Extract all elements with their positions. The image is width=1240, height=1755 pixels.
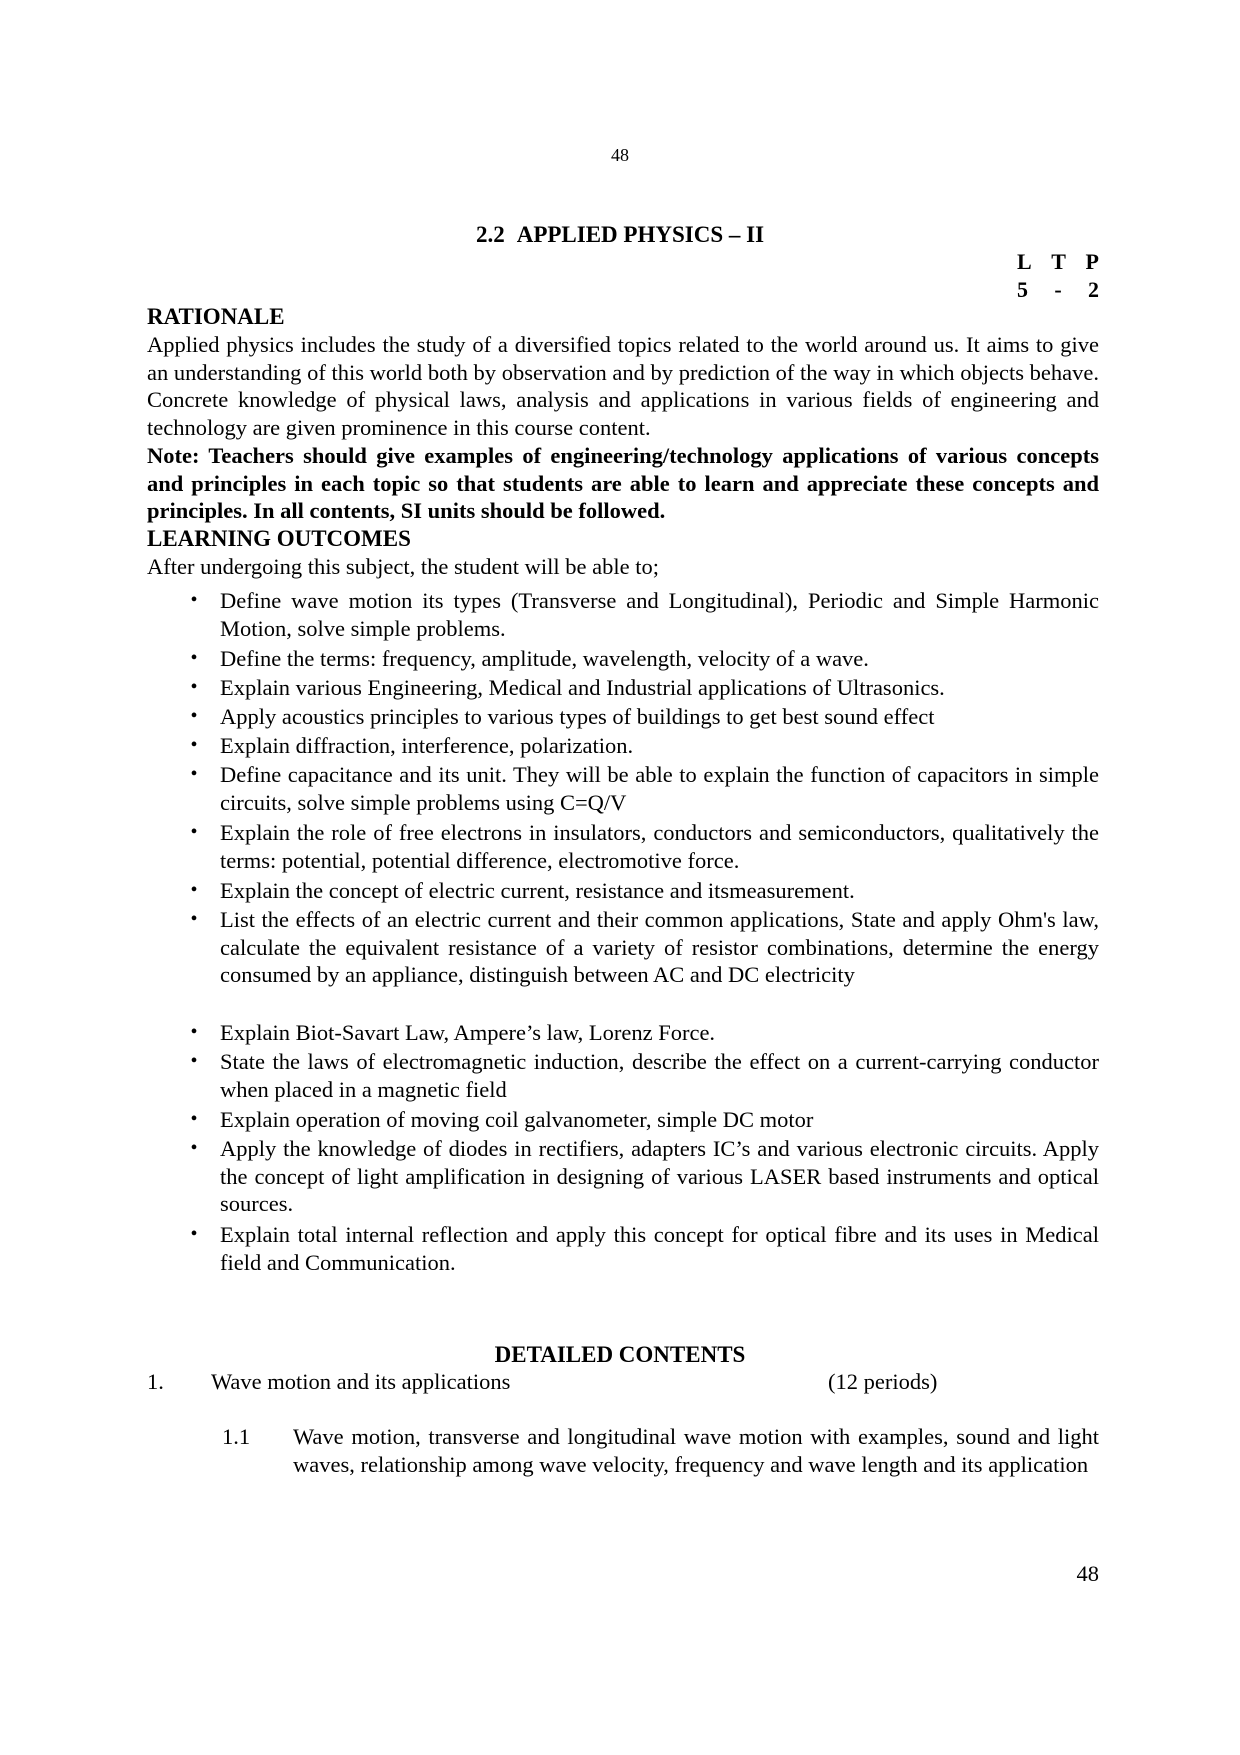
ltp-header-p: P [1085,249,1099,274]
list-item: • Explain diffraction, interference, polarization. [0,732,1240,761]
course-name: APPLIED PHYSICS – II [516,222,765,247]
page-number-bottom: 48 [1076,1561,1099,1586]
ltp-header-l: L [1017,249,1032,274]
list-item: • List the effects of an electric current and their common applications, State and apply Ohm's law, calculate the equivalent resistance of a variety of resistor combinations, determine the energy consumed by an appliance, distinguish between AC and DC electricity [0,906,1240,1019]
rationale-text: Applied physics includes the study of a diversified topics related to the world around us. It aims to give an understanding of this world both by observation and by prediction of the way in which objects behave. Concrete knowledge of physical laws, analysis and applications in various fields of engineering and technology are given prominence in this course content. [147,332,1099,440]
detailed-contents-heading: DETAILED CONTENTS [494,1342,746,1367]
unit-title: Wave motion and its applications [211,1369,511,1394]
bullet-icon: • [190,647,198,669]
bullet-icon: • [190,1108,198,1130]
list-item: • Define capacitance and its unit. They will be able to explain the function of capacitors in simple circuits, solve simple problems using C=Q/V [0,761,1240,819]
page-number-top: 48 [611,145,629,165]
list-item: • Apply the knowledge of diodes in rectifiers, adapters IC’s and various electronic circuits. Apply the concept of light amplification in designing of various LASER based instruments and optical sources. [0,1135,1240,1221]
unit-number: 1. [147,1369,164,1394]
learning-outcomes-heading: LEARNING OUTCOMES [147,526,411,551]
list-item: • Explain Biot-Savart Law, Ampere’s law, Lorenz Force. [0,1019,1240,1048]
list-item: • Explain the concept of electric current, resistance and itsmeasurement. [0,877,1240,906]
list-item: • Explain the role of free electrons in insulators, conductors and semiconductors, qualitatively the terms: potential, potential difference, electromotive force. [0,819,1240,877]
ltp-value-row [1017,276,1099,304]
rationale-heading: RATIONALE [147,304,285,329]
bullet-icon: • [190,1021,198,1043]
list-item: • Define the terms: frequency, amplitude, wavelength, velocity of a wave. [0,645,1240,674]
bullet-icon: • [190,879,198,901]
ltp-value-t: - [1054,277,1062,302]
course-number: 2.2 [475,222,505,247]
bullet-icon: • [190,676,198,698]
bullet-icon: • [190,734,198,756]
list-item: • Explain operation of moving coil galvanometer, simple DC motor [0,1106,1240,1135]
list-item: • Explain total internal reflection and apply this concept for optical fibre and its uses in Medical field and Communication. [0,1221,1240,1279]
learning-outcomes-list [0,587,1240,1279]
bullet-icon: • [190,1050,198,1072]
list-item: • State the laws of electromagnetic induction, describe the effect on a current-carrying conductor when placed in a magnetic field [0,1048,1240,1106]
ltp-value-p: 2 [1087,277,1099,302]
ltp-value-l: 5 [1017,277,1028,302]
bullet-icon: • [190,763,198,785]
learning-outcomes-intro: After undergoing this subject, the student will be able to; [147,554,659,579]
teacher-note: Note: Teachers should give examples of engineering/technology applications of various concepts and principles in each topic so that students are able to learn and appreciate these concepts and principles. In all contents, SI units should be followed. [147,443,1099,524]
unit-periods: (12 periods) [828,1369,938,1394]
topic-number: 1.1 [222,1424,251,1449]
bullet-icon: • [190,705,198,727]
course-title [0,221,1240,249]
bullet-icon: • [190,1223,198,1245]
topic-text: Wave motion, transverse and longitudinal wave motion with examples, sound and light waves, relationship among wave velocity, frequency and wave length and its application [293,1424,1099,1477]
ltp-header-row [1017,248,1099,276]
bullet-icon: • [190,821,198,843]
bullet-icon: • [190,908,198,930]
bullet-icon: • [190,1137,198,1159]
list-item: • Explain various Engineering, Medical and Industrial applications of Ultrasonics. [0,674,1240,703]
list-item: • Apply acoustics principles to various types of buildings to get best sound effect [0,703,1240,732]
list-item: • Define wave motion its types (Transverse and Longitudinal), Periodic and Simple Harmonic Motion, solve simple problems. [0,587,1240,645]
bullet-icon: • [190,589,198,611]
ltp-header-t: T [1051,249,1066,274]
